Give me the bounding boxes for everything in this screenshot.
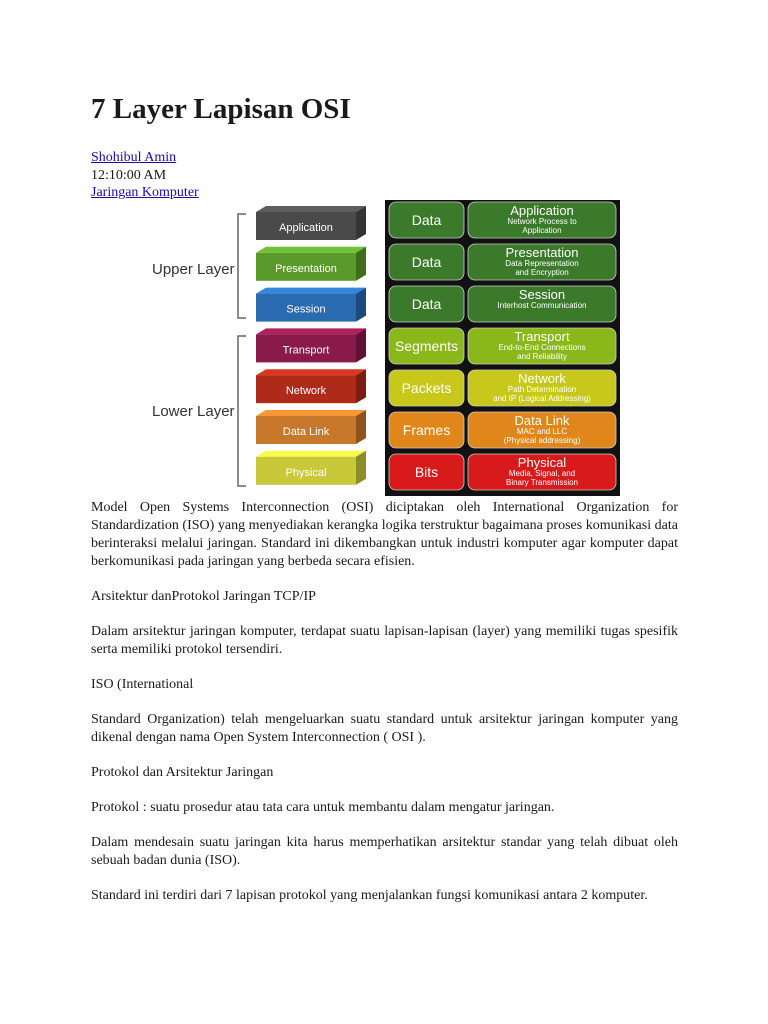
table-row: [389, 286, 616, 322]
stack-layer-label: Data Link: [282, 426, 330, 438]
table-row: [389, 244, 616, 280]
paragraph: Dalam mendesain suatu jaringan kita harus memperhatikan arsitektur standar yang telah dibuat oleh sebuah badan dunia (ISO).: [91, 835, 678, 868]
paragraph: Protokol : suatu prosedur atau tata cara untuk membantu dalam mengatur jaringan.: [91, 800, 555, 815]
stack-layer-label: Physical: [285, 466, 327, 479]
stack-layer-side: [356, 410, 366, 444]
table-row: [389, 328, 616, 364]
lower-layer-label: Lower Layer: [152, 403, 235, 420]
layer-description: Data Representation: [505, 259, 579, 268]
layer-name: Data Link: [514, 413, 570, 428]
pdu-label: Data: [411, 254, 442, 270]
paragraph: Standard Organization) telah mengeluarkan suatu standard untuk arsitektur jaringan komputer yang dikenal dengan nama Open System Interconnection ( OSI ).: [91, 712, 678, 745]
author-link[interactable]: Shohibul Amin: [91, 150, 177, 165]
category-link[interactable]: Jaringan Komputer: [91, 185, 199, 200]
layer-description: MAC and LLC: [516, 427, 568, 436]
osi-figure: [152, 200, 620, 496]
page-title: 7 Layer Lapisan OSI: [91, 93, 351, 125]
stack-layer-side: [356, 369, 366, 403]
paragraph: Arsitektur danProtokol Jaringan TCP/IP: [91, 589, 316, 604]
layer-description: Application: [522, 226, 562, 235]
article-body: [91, 499, 678, 922]
pdu-label: Packets: [401, 380, 452, 396]
stack-layer-side: [356, 328, 366, 362]
stack-layer-top: [256, 410, 366, 416]
pdu-label: Bits: [414, 464, 439, 480]
layer-description: Binary Transmission: [505, 478, 579, 487]
lower-bracket: [238, 336, 246, 486]
stack-layer-label: Session: [286, 303, 326, 316]
stack-layer-top: [256, 369, 366, 375]
table-row: [389, 370, 616, 406]
stack-layer-top: [256, 451, 366, 457]
upper-bracket: [238, 214, 246, 318]
layer-name: Network: [518, 371, 566, 386]
pdu-label: Data: [411, 212, 442, 228]
stack-layer-side: [356, 206, 366, 240]
paragraph: ISO (International: [91, 677, 194, 692]
upper-layer-label: Upper Layer: [152, 261, 235, 278]
layer-name: Session: [518, 287, 566, 302]
stack-layer: [256, 288, 366, 322]
layer-description: Interhost Communication: [497, 301, 587, 310]
layer-description: Media, Signal, and: [508, 469, 576, 478]
layer-description: and Encryption: [515, 268, 569, 277]
layer-description: Path Determination: [507, 385, 577, 394]
stack-layer-label: Transport: [282, 344, 330, 357]
layer-description: End-to-End Connections: [498, 343, 586, 352]
pdu-label: Segments: [394, 338, 459, 354]
osi-diagram: [152, 200, 620, 496]
stack-layer-top: [256, 328, 366, 334]
stack-layer: [256, 451, 366, 485]
paragraph: Standard ini terdiri dari 7 lapisan protokol yang menjalankan fungsi komunikasi antara 2 komputer.: [91, 888, 648, 903]
stack-layer: [256, 328, 366, 362]
layer-description: (Physical addressing): [503, 436, 581, 445]
stack-layer-label: Network: [285, 385, 327, 398]
layer-name: Application: [510, 203, 574, 218]
pdu-label: Data: [411, 296, 442, 312]
stack-layer-label: Application: [279, 222, 333, 234]
pdu-label: Frames: [402, 422, 451, 438]
stack-layer-label: Presentation: [275, 262, 337, 275]
table-row: [389, 454, 616, 490]
stack-layer-side: [356, 451, 366, 485]
table-row: [389, 412, 616, 448]
stack-layer-top: [256, 206, 366, 212]
layer-stack: [256, 206, 366, 485]
post-meta: [91, 149, 199, 202]
table-row: [389, 202, 616, 238]
layer-table: [389, 202, 616, 490]
layer-name: Transport: [514, 329, 570, 344]
stack-layer-top: [256, 288, 366, 294]
layer-description: and Reliability: [517, 352, 567, 361]
stack-layer: [256, 206, 366, 240]
stack-layer: [256, 369, 366, 403]
stack-layer-side: [356, 288, 366, 322]
paragraph: Model Open Systems Interconnection (OSI) diciptakan oleh International Organization for Standardization (ISO) yang menyediakan kerangka logika terstruktur bagaimana proses komunikasi data berinteraksi melalui jaringan. Standard ini dikembangkan untuk industri komputer agar komputer dapat berkomunikasi pada jaringan yang berbeda secara efisien.: [91, 500, 678, 569]
stack-layer: [256, 410, 366, 444]
paragraph: Dalam arsitektur jaringan komputer, terdapat suatu lapisan-lapisan (layer) yang memiliki tugas spesifik serta memiliki protokol tersendiri.: [91, 624, 678, 657]
stack-layer: [256, 247, 366, 281]
layer-description: Network Process to: [507, 217, 577, 226]
layer-name: Physical: [517, 455, 567, 470]
stack-layer-top: [256, 247, 366, 253]
post-time: 12:10:00 AM: [91, 167, 167, 183]
paragraph: Protokol dan Arsitektur Jaringan: [91, 765, 274, 780]
layer-description: and IP (Logical Addressing): [493, 394, 591, 403]
layer-name: Presentation: [505, 245, 579, 260]
